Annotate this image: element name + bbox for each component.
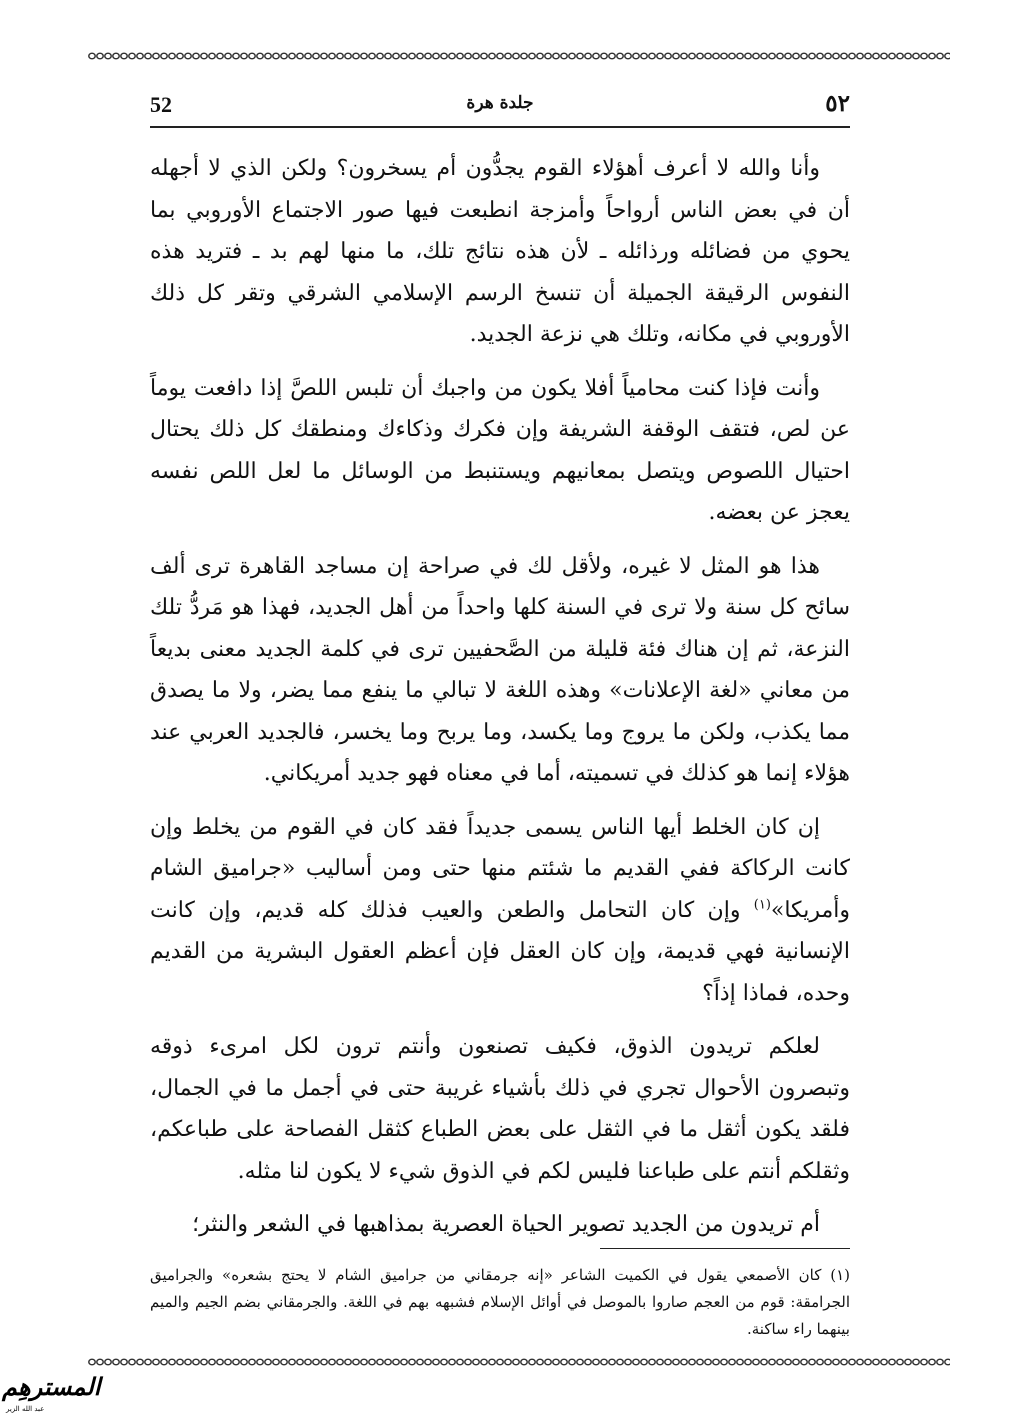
paragraph-1: وأنا والله لا أعرف أهؤلاء القوم يجدُّون أم يسخرون؟ ولكن الذي لا أجهله أن في بعض الناس أرواحاً وأمزجة انطبعت فيها صور الاجتماع الأوروبي بما يحوي من فضائله ورذائله ـ لأن هذه نتائج تلك، ما منها لهم بد ـ فتريد هذه النفوس الرقيقة الجميلة أن تنسخ الرسم الإسلامي الشرقي وتقر كل ذلك الأوروبي في مكانه، وتلك هي نزعة الجديد. xyxy=(150,156,850,347)
paragraph-5: لعلكم تريدون الذوق، فكيف تصنعون وأنتم ترون لكل امرىء ذوقه وتبصرون الأحوال تجري في ذلك بأشياء غريبة حتى في أجمل ما في الجمال، فلقد يكون أثقل ما في الثقل على بعض الطباع كثقل الفصاحة على طباعكم، وثقلكم أنتم على طباعنا فليس لكم في الذوق شيء لا يكون لنا مثله. xyxy=(150,1034,850,1184)
running-title: جلدة هرة xyxy=(466,93,534,113)
page-number-arabic: ٥٢ xyxy=(825,90,850,117)
watermark-sub-text: عبد الله الزير xyxy=(6,1405,45,1413)
paragraph-6: أم تريدون من الجديد تصوير الحياة العصرية بمذاهبها في الشعر والنثر؛ xyxy=(192,1212,820,1237)
watermark-stamp xyxy=(2,1372,101,1422)
paragraph-4-part-2: وإن كان التحامل والطعن والعيب فذلك كله قديم، وإن كانت الإنسانية فهي قديمة، وإن كان العقل فإن أعظم العقول البشرية من القديم وحده، فماذا إذاً؟ xyxy=(150,897,850,1006)
footnote-separator xyxy=(600,1248,850,1249)
paragraph-2: وأنت فإذا كنت محامياً أفلا يكون من واجبك أن تلبس اللصَّ إذا دافعت يوماً عن لص، فتقف الوقفة الشريفة وإن فكرك وذكاءك ومنطقك كل ذلك يحتال احتيال اللصوص ويتصل بمعانيهم ويستنبط من الوسائل ما لعل اللص نفسه يعجز عن بعضه. xyxy=(150,375,850,525)
top-ornamental-border xyxy=(88,50,950,62)
paragraph-4-part-1: إن كان الخلط أيها الناس يسمى جديداً فقد كان في القوم من يخلط وإن كانت الركاكة ففي القديم ما شئتم منها حتى ومن أساليب «جراميق الشام وأمريكا» xyxy=(150,814,850,923)
footnotes xyxy=(150,1262,850,1343)
page-number-latin: 52 xyxy=(150,92,172,117)
watermark-main-text: المسترهِم xyxy=(2,1372,101,1401)
footnote-reference: (١) xyxy=(753,897,771,913)
body-text xyxy=(150,148,850,1258)
paragraph-3: هذا هو المثل لا غيره، ولأقل لك في صراحة إن مساجد القاهرة ترى ألف سائح كل سنة ولا ترى في السنة كلها واحداً من أهل الجديد، فهذا هو مَردُّ تلك النزعة، ثم إن هناك فئة قليلة من الصَّحفيين ترى في كلمة الجديد معنى بديعاً من معاني «لغة الإعلانات» وهذه اللغة لا تبالي ما ينفع مما يضر، ولا ما يصدق مما يكذب، ولكن ما يروج وما يكسد، وما يربح وما يخسر، فالجديد العربي عند هؤلاء إنما هو كذلك في تسميته، أما في معناه فهو جديد أمريكاني. xyxy=(150,553,851,786)
page-header xyxy=(150,86,850,128)
footnote-1: (١) كان الأصمعي يقول في الكميت الشاعر «إنه جرمقاني من جراميق الشام لا يحتج بشعره» والجراميق الجرامقة: قوم من العجم صاروا بالموصل في أوائل الإسلام فشبهه بهم في اللغة. والجرمقاني بضم الجيم والميم بينهما راء ساكنة. xyxy=(150,1266,850,1338)
bottom-ornamental-border xyxy=(88,1356,950,1368)
paragraph-4 xyxy=(150,807,850,1015)
